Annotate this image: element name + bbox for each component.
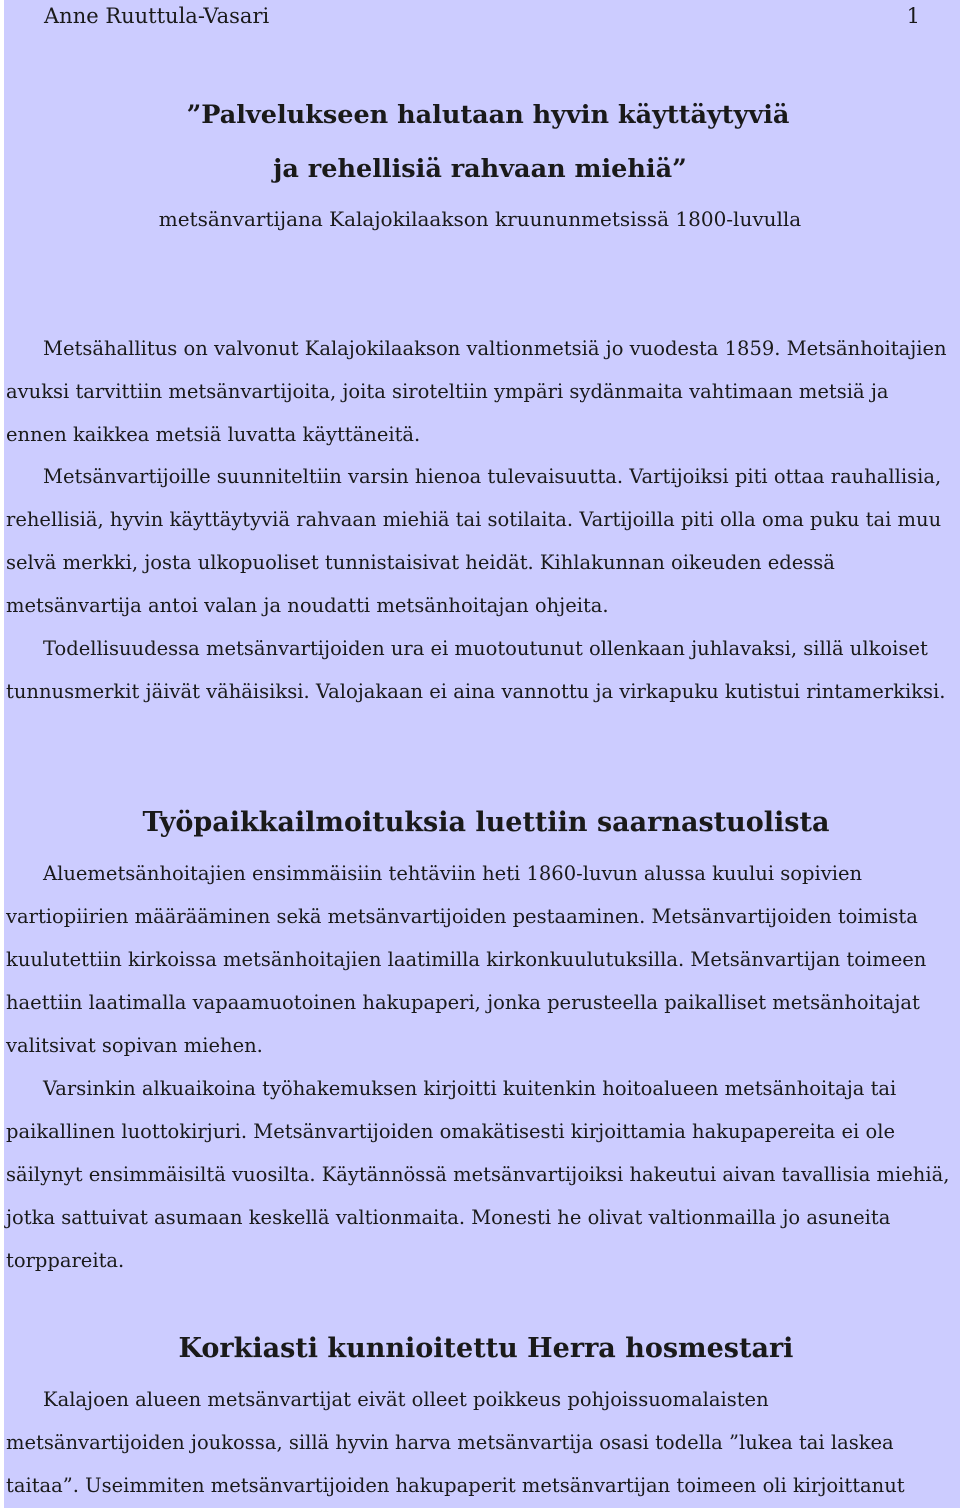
document-subtitle: metsänvartijana Kalajokilaakson kruununmetsissä 1800-luvulla [158, 207, 802, 231]
paragraph: Metsähallitus on valvonut Kalajokilaakson valtionmetsiä jo vuodesta 1859. Metsänhoitajien avuksi tarvittiin metsänvartijoita, joita siroteltiin ympäri sydänmaita vahtimaan metsiä ja ennen kaikkea metsiä luvatta käyttäneitä. [6, 337, 947, 446]
paragraph: Varsinkin alkuaikoina työhakemuksen kirjoitti kuitenkin hoitoalueen metsänhoitaja tai paikallinen luottokirjuri. Metsänvartijoiden omakätisesti kirjoittamia hakupapereita ei ole säilynyt ensimmäisiltä vuosilta. Käytännössä metsänvartijoiksi hakeutui aivan tavallisia miehiä, jotka sattuivat asumaan keskellä valtionmaita. Monesti he olivat valtionmailla jo asuneita torppareita. [6, 1077, 950, 1272]
header-author: Anne Ruuttula-Vasari [44, 4, 270, 28]
page-number: 1 [906, 4, 920, 28]
paragraph: Todellisuudessa metsänvartijoiden ura ei muotoutunut ollenkaan juhlavaksi, sillä ulkoiset tunnusmerkit jäivät vähäisiksi. Valojakaan ei aina vannottu ja virkapuku kutistui rintamerkiksi. [6, 637, 946, 703]
document-title-line-1: ”Palvelukseen halutaan hyvin käyttäytyviä [186, 100, 790, 130]
paragraph: Metsänvartijoille suunniteltiin varsin hienoa tulevaisuutta. Vartijoiksi piti ottaa rauhallisia, rehellisiä, hyvin käyttäytyviä rahvaan miehiä tai sotilaita. Vartijoilla piti olla oma puku tai muu selvä merkki, josta ulkopuoliset tunnistaisivat heidät. Kihlakunnan oikeuden edessä metsänvartija antoi valan ja noudatti metsänhoitajan ohjeita. [6, 465, 942, 617]
section-heading: Työpaikkailmoituksia luettiin saarnastuolista [142, 807, 830, 838]
paragraph: Aluemetsänhoitajien ensimmäisiin tehtäviin heti 1860-luvun alussa kuului sopivien vartiopiirien määrääminen sekä metsänvartijoiden pestaaminen. Metsänvartijoiden toimista kuulutettiin kirkoissa metsänhoitajien laatimilla kirkonkuulutuksilla. Metsänvartijan toimeen haettiin laatimalla vapaamuotoinen hakupaperi, jonka perusteella paikalliset metsänhoitajat valitsivat sopivan miehen. [6, 862, 927, 1057]
document-title-line-2: ja rehellisiä rahvaan miehiä” [273, 154, 687, 184]
paragraph: Kalajoen alueen metsänvartijat eivät olleet poikkeus pohjoissuomalaisten metsänvartijoiden joukossa, sillä hyvin harva metsänvartija osasi todella ”lukea tai laskea taitaa”. Useimmiten metsänvartijoiden hakupaperit metsänvartijan toimeen oli kirjoittanut [6, 1388, 905, 1497]
section-heading: Korkiasti kunnioitettu Herra hosmestari [178, 1333, 794, 1364]
